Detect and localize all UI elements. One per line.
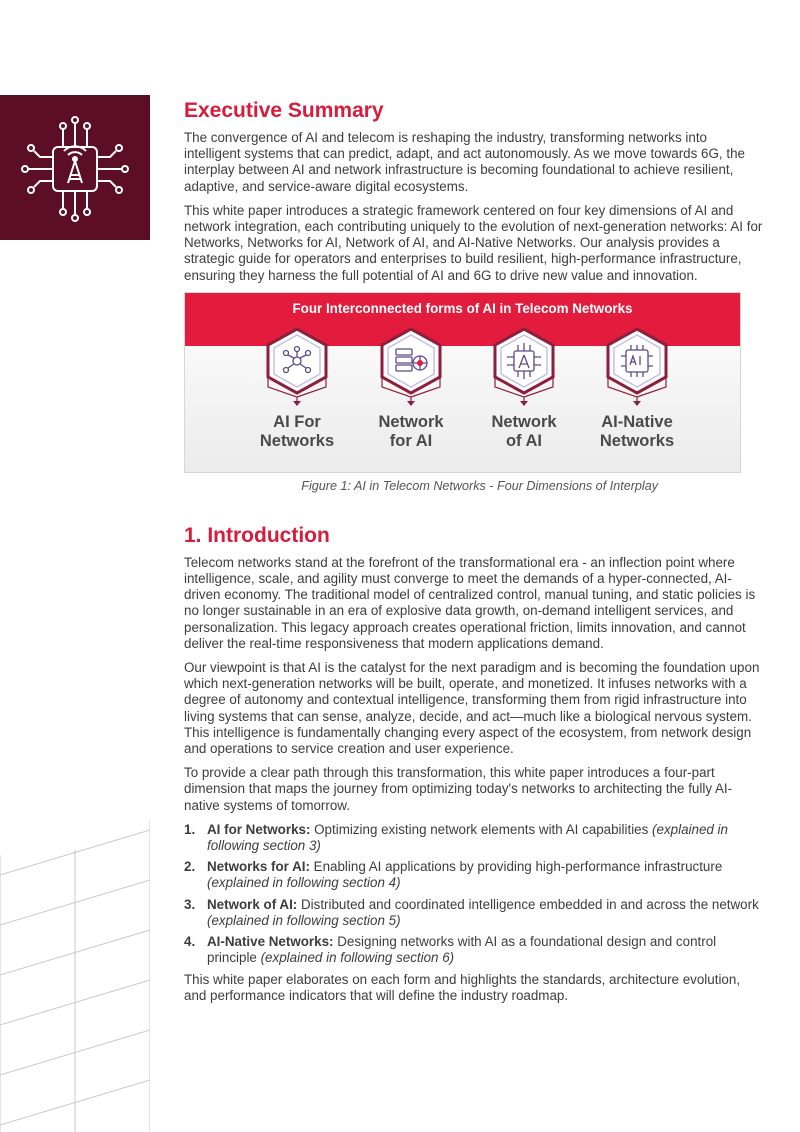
list-text: Designing networks with AI as a foundational design and control principle bbox=[207, 934, 717, 966]
list-item bbox=[184, 934, 764, 966]
page-content bbox=[184, 98, 764, 1012]
list-note: (explained in following section 3) bbox=[207, 821, 728, 854]
network-nodes-icon bbox=[262, 325, 332, 407]
chip-tower-icon bbox=[489, 325, 559, 407]
pillar-label-line1: AI For bbox=[273, 412, 321, 431]
intro-closing: This white paper elaborates on each form and highlights the standards, architecture evolution, and performance indicators that will define the industry roadmap. bbox=[184, 971, 741, 1003]
list-note: (explained in following section 6) bbox=[260, 950, 455, 966]
list-text: Distributed and coordinated intelligence embedded in and across the network bbox=[297, 896, 759, 912]
four-forms-figure bbox=[184, 292, 741, 473]
list-item bbox=[184, 897, 764, 929]
pillar-network-for-ai bbox=[356, 325, 466, 452]
list-item bbox=[184, 859, 764, 891]
list-term: AI for Networks: bbox=[207, 821, 311, 837]
intro-paragraph-1: Telecom networks stand at the forefront of the transformational era - an inflection point where intelligence, scale, and agility must converge to meet the demands of a hyper-connected, AI-driven economy. The traditional model of centralized control, manual tuning, and static policies is no longer sustainable in an era of explosive data growth, on-demand intelligent services, and personalization. This legacy approach creates operational friction, limits innovation, and cannot deliver the real-time responsiveness that modern applications demand. bbox=[184, 554, 756, 651]
chip-network-icon bbox=[18, 115, 132, 223]
pillar-label-line1: Network bbox=[491, 412, 557, 431]
pillar-label-line1: Network bbox=[378, 412, 444, 431]
pillar-ai-native-networks bbox=[582, 325, 692, 452]
sidebar-icon-box bbox=[0, 95, 150, 240]
intro-paragraph-3: To provide a clear path through this transformation, this white paper introduces a four-part dimension that maps the journey from optimizing today's networks to architecting the fully AI-native systems of tomorrow. bbox=[184, 765, 733, 813]
pillar-label-line1: AI-Native bbox=[601, 412, 673, 431]
intro-paragraph-2: Our viewpoint is that AI is the catalyst for the next paradigm and is becoming the foundation upon which next-generation networks will be built, operate, and monetized. It infuses networks with a degree of autonomy and contextual intelligence, transforming them from rigid infrastructure into living systems that can sense, analyze, decide, and act—much like a biological nervous system. This intelligence is fundamentally changing every aspect of the ecosystem, from network design and operations to service creation and user experience. bbox=[184, 660, 760, 757]
list-number: 4. bbox=[184, 934, 196, 950]
list-text: Optimizing existing network elements with AI capabilities bbox=[310, 821, 653, 837]
figure-title: Four Interconnected forms of AI in Telecom Networks bbox=[292, 300, 633, 316]
pillar-label-line2: of AI bbox=[505, 432, 543, 451]
list-text: Enabling AI applications by providing high-performance infrastructure bbox=[309, 859, 723, 875]
pillar-ai-for-networks bbox=[242, 325, 352, 452]
figure-caption: Figure 1: AI in Telecom Networks - Four Dimensions of Interplay bbox=[301, 478, 658, 493]
list-term: AI-Native Networks: bbox=[207, 934, 334, 950]
list-term: Networks for AI: bbox=[207, 859, 310, 875]
pillar-label-line2: for AI bbox=[389, 432, 433, 451]
introduction-title: 1. Introduction bbox=[184, 523, 330, 547]
exec-paragraph-1: The convergence of AI and telecom is reshaping the industry, transforming networks into intelligent systems that can predict, adapt, and act autonomously. As we move towards 6G, the interplay between AI and network infrastructure is becoming foundational to achieve resilient, adaptive, and service-aware digital ecosystems. bbox=[184, 130, 745, 194]
list-number: 2. bbox=[184, 859, 196, 875]
server-brain-icon bbox=[376, 325, 446, 407]
pillar-label-line2: Networks bbox=[599, 432, 675, 451]
exec-paragraph-2: This white paper introduces a strategic framework centered on four key dimensions of AI and network integration, each contributing uniquely to the evolution of next-generation networks: AI for Networks, Networks for AI, Network of AI, and AI-Native Networks. Our analysis provides a strategic guide for operators and enterprises to build resilient, high-performance infrastructure, ensuring they harness the full potential of AI and 6G to drive new value and innovation. bbox=[184, 202, 763, 283]
list-note: (explained in following section 4) bbox=[207, 875, 401, 891]
dimensions-list bbox=[184, 822, 764, 967]
list-item bbox=[184, 822, 764, 854]
ai-chip-icon bbox=[602, 325, 672, 407]
list-term: Network of AI: bbox=[207, 896, 298, 912]
pillar-network-of-ai bbox=[469, 325, 579, 452]
executive-summary-title: Executive Summary bbox=[184, 99, 384, 122]
list-number: 3. bbox=[184, 896, 196, 912]
pillar-label-line2: Networks bbox=[259, 432, 335, 451]
list-note: (explained in following section 5) bbox=[207, 912, 401, 928]
decorative-lines bbox=[0, 815, 150, 1132]
list-number: 1. bbox=[184, 821, 196, 837]
